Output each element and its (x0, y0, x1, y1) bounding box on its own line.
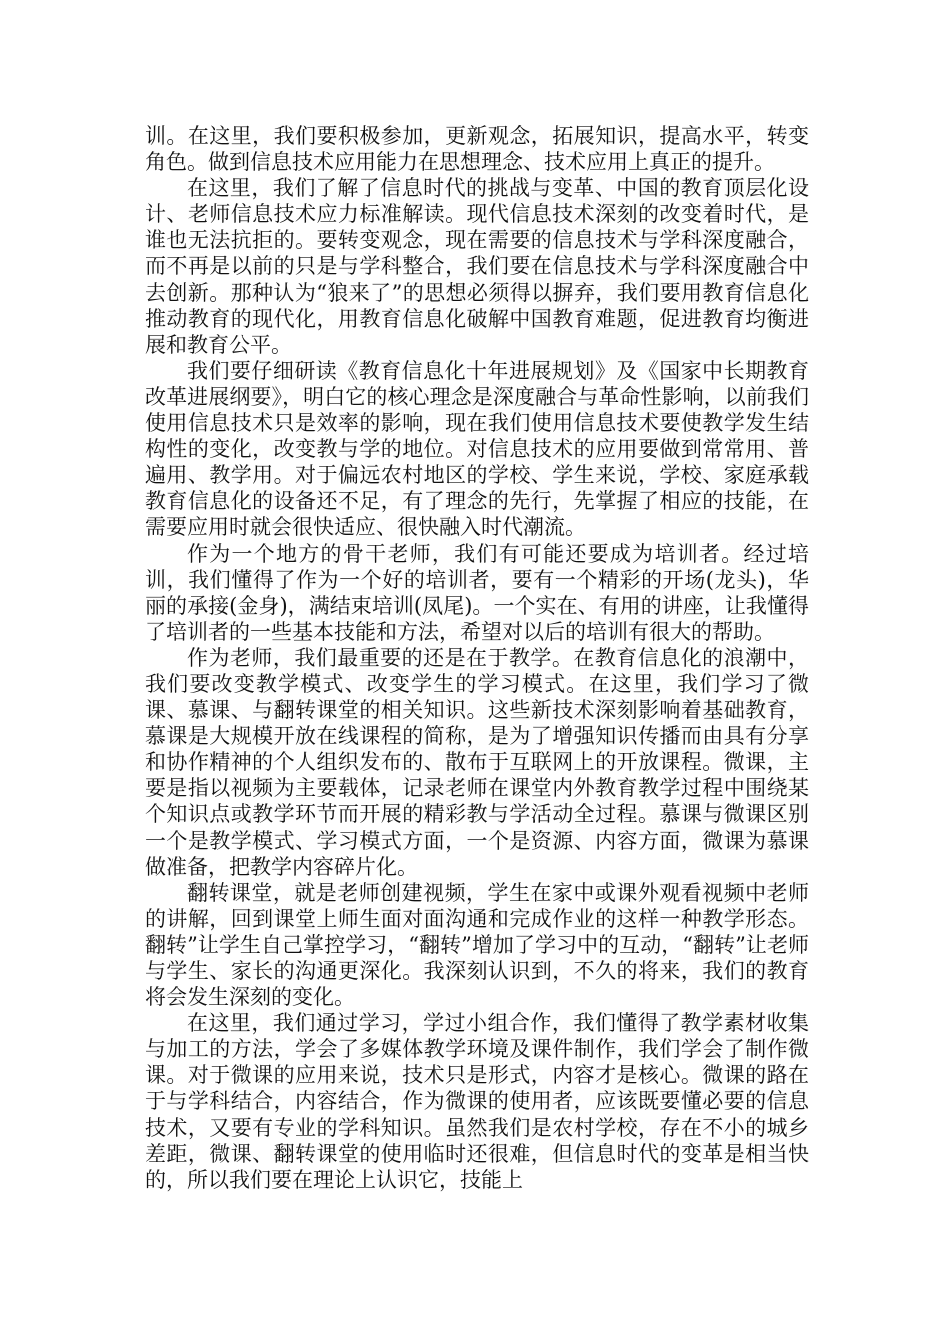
paragraph-6: 翻转课堂，就是老师创建视频，学生在家中或课外观看视频中老师的讲解，回到课堂上师生面对面沟通和完成作业的这样一种教学形态。翻转”让学生自己掌控学习，“翻转”增加了学习中的互动，“翻转”让老师与学生、家长的沟通更深化。我深刻认识到，不久的将来，我们的教育将会发生深刻的变化。 (145, 880, 809, 1010)
paragraph-3: 我们要仔细研读《教育信息化十年进展规划》及《国家中长期教育改革进展纲要》，明白它的核心理念是深度融合与革命性影响，以前我们使用信息技术只是效率的影响，现在我们使用信息技术要使教学发生结构性的变化，改变教与学的地位。对信息技术的应用要做到常常用、普遍用、教学用。对于偏远农村地区的学校、学生来说，学校、家庭承载教育信息化的设备还不足，有了理念的先行，先掌握了相应的技能，在需要应用时就会很快适应、很快融入时代潮流。 (145, 358, 809, 540)
paragraph-7: 在这里，我们通过学习，学过小组合作，我们懂得了教学素材收集与加工的方法，学会了多媒体教学环境及课件制作，我们学会了制作微课。对于微课的应用来说，技术只是形式，内容才是核心。微课的路在于与学科结合，内容结合，作为微课的使用者，应该既要懂必要的信息技术，又要有专业的学科知识。虽然我们是农村学校，存在不小的城乡差距，微课、翻转课堂的使用临时还很难，但信息时代的变革是相当快的，所以我们要在理论上认识它，技能上 (145, 1011, 809, 1192)
document-body (145, 123, 809, 1193)
paragraph-2: 在这里，我们了解了信息时代的挑战与变革、中国的教育顶层化设计、老师信息技术应力标准解读。现代信息技术深刻的改变着时代，是谁也无法抗拒的。要转变观念，现在需要的信息技术与学科深度融合，而不再是以前的只是与学科整合，我们要在信息技术与学科深度融合中去创新。那种认为“狼来了”的思想必须得以摒弃，我们要用教育信息化推动教育的现代化，用教育信息化破解中国教育难题，促进教育均衡进展和教育公平。 (145, 176, 809, 357)
paragraph-5: 作为老师，我们最重要的还是在于教学。在教育信息化的浪潮中，我们要改变教学模式、改变学生的学习模式。在这里，我们学习了微课、慕课、与翻转课堂的相关知识。这些新技术深刻影响着基础教育，慕课是大规模开放在线课程的简称，是为了增强知识传播而由具有分享和协作精神的个人组织发布的、散布于互联网上的开放课程。微课，主要是指以视频为主要载体，记录老师在课堂内外教育教学过程中围绕某个知识点或教学环节而开展的精彩教与学活动全过程。慕课与微课区别一个是教学模式、学习模式方面，一个是资源、内容方面，微课为慕课做准备，把教学内容碎片化。 (145, 645, 809, 879)
paragraph-4: 作为一个地方的骨干老师，我们有可能还要成为培训者。经过培训，我们懂得了作为一个好的培训者，要有一个精彩的开场(龙头)，华丽的承接(金身)，满结束培训(凤尾)。一个实在、有用的讲座，让我懂得了培训者的一些基本技能和方法，希望对以后的培训有很大的帮助。 (145, 541, 809, 644)
paragraph-1: 训。在这里，我们要积极参加，更新观念，拓展知识，提高水平，转变角色。做到信息技术应用能力在思想理念、技术应用上真正的提升。 (145, 124, 809, 175)
